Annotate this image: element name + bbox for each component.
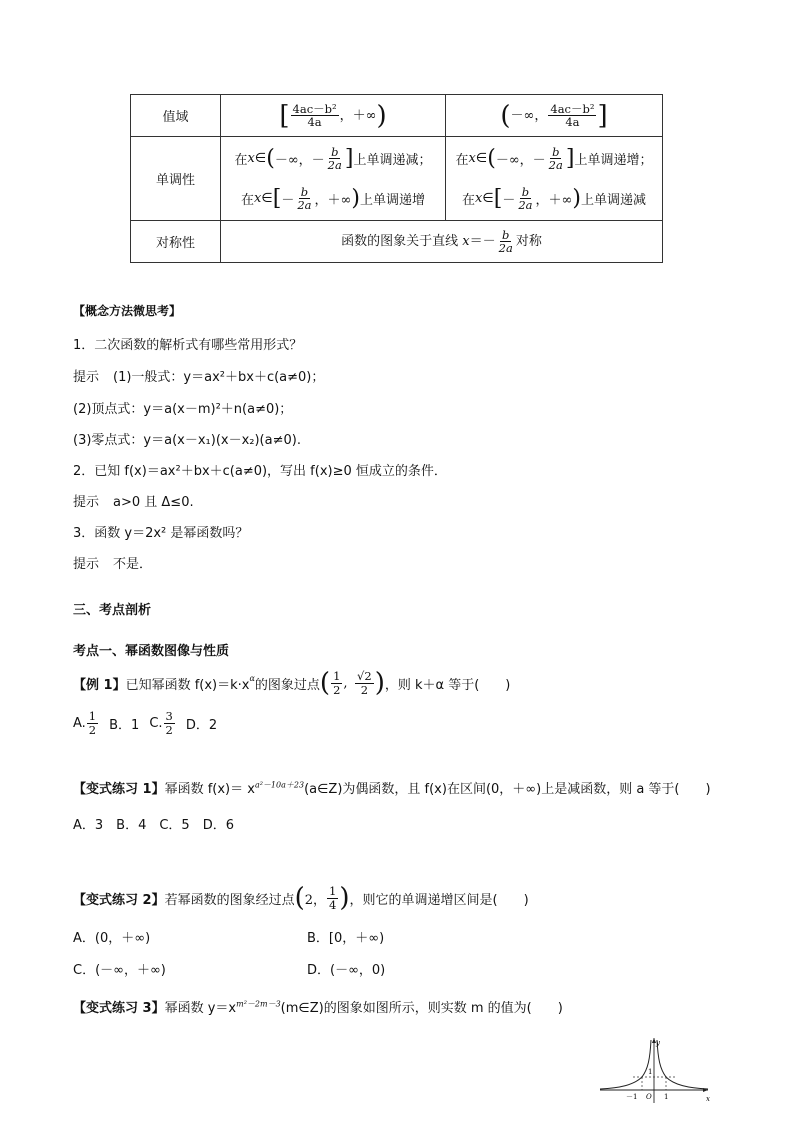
option-a: A. $\frac{1}{2}$	[73, 709, 97, 737]
concept-heading: 【概念方法微思考】	[73, 304, 182, 318]
practice-2-option-a: A．(0，＋∞)	[73, 931, 151, 946]
concept-hint-1-zero: (3)零点式：y＝a(x－x₁)(x－x₂)(a≠0).	[73, 433, 301, 448]
example-1-question: 【例 1】 已知幂函数 f(x)＝k·x $^\alpha$ 的图象过点 ( $\frac{1}{2}$ , $\frac{√2}{2}$ ) ，则 k＋α 等于( )	[73, 668, 511, 698]
topic-title: 考点一、幂函数图像与性质	[73, 644, 230, 659]
range-left-numerator: 4ac－b²	[292, 101, 337, 116]
practice-2-option-b: B．[0，＋∞)	[307, 931, 385, 946]
tick-label-1: 1	[664, 1093, 669, 1101]
tick-label-neg1: －1	[626, 1093, 638, 1101]
table-row-symmetry	[131, 221, 663, 263]
range-right-head: －∞，	[510, 108, 548, 123]
range-left-tail: ，＋∞	[339, 108, 377, 123]
example-1-options	[73, 706, 217, 740]
range-right-numerator: 4ac－b²	[550, 101, 595, 116]
range-left-denominator: 4a	[307, 115, 322, 129]
practice-3-question: 【变式练习 3】幂函数 $y=x^{m^2-2m-3}(m\in Z)$的图象如图所示，则实数 m 的值为( )	[73, 999, 563, 1016]
range-cell-right: (－∞， $\frac{\text{4ac－b²}}{4a}$ ]	[446, 95, 663, 137]
power-function-graph	[596, 1035, 716, 1105]
origin-label: O	[646, 1093, 652, 1101]
table-row-monotonicity	[131, 137, 663, 221]
symmetry-cell: 函数的图象关于直线 x＝－ $\frac{b}{2a}$ 对称	[221, 221, 663, 263]
concept-question-3: 3．函数 y＝2x² 是幂函数吗？	[73, 526, 249, 541]
tick-label-y1: 1	[648, 1068, 653, 1076]
concept-question-1: 1．二次函数的解析式有哪些常用形式？	[73, 338, 303, 353]
option-b: B．1	[109, 717, 140, 733]
section-title: 三、考点剖析	[73, 603, 152, 618]
concept-hint-2: 提示 a>0 且 Δ≤0.	[73, 495, 194, 510]
curve-right-branch	[657, 1040, 708, 1089]
practice-2-option-d: D．(－∞，0)	[307, 963, 386, 978]
concept-hint-1-vertex: (2)顶点式：y＝a(x－m)²＋n(a≠0)；	[73, 402, 293, 417]
row-label-monotonicity: 单调性	[131, 137, 221, 221]
concept-hint-1: 提示 (1)一般式：y＝ax²＋bx＋c(a≠0)；	[73, 370, 325, 385]
range-right-denominator: 4a	[565, 115, 580, 129]
concept-question-2: 2．已知 f(x)＝ax²＋bx＋c(a≠0)，写出 f(x)≥0 恒成立的条件．	[73, 464, 447, 479]
x-axis-label: x	[706, 1095, 710, 1103]
mono-left-line2: 在 x ∈ [ － $\frac{b}{2a}$ ，＋∞ ) 上单调递增	[241, 184, 425, 212]
y-axis-label: y	[656, 1039, 660, 1047]
concept-hint-3: 提示 不是．	[73, 557, 153, 572]
practice-label: 【变式练习 2】	[73, 892, 165, 908]
range-cell-left: [ $\frac{\text{4ac－b²}}{4a}$ ，＋∞)	[221, 95, 446, 137]
mono-left-line1: 在 x ∈ ( －∞，－ $\frac{b}{2a}$ ] 上单调递减；	[234, 144, 432, 172]
practice-label: 【变式练习 1】	[73, 782, 165, 797]
example-label: 【例 1】	[73, 677, 126, 693]
practice-2-option-c: C．(－∞，＋∞)	[73, 963, 166, 978]
mono-cell-right	[446, 137, 663, 221]
option-c: C. $\frac{3}{2}$	[149, 709, 173, 737]
practice-1-question: 【变式练习 1】幂函数 $f(x)= x^{a^2-10a+23}(a\in Z)$为偶函数，且 f(x)在区间(0，＋∞)上是减函数，则 a 等于( )	[73, 780, 711, 797]
row-label-symmetry: 对称性	[131, 221, 221, 263]
hint-label: 提示	[73, 557, 100, 572]
hint-label: 提示	[73, 495, 100, 510]
table-row-range	[131, 95, 663, 137]
practice-label: 【变式练习 3】	[73, 1001, 165, 1016]
mono-right-line2: 在 x ∈ [ － $\frac{b}{2a}$ ，＋∞ ) 上单调递减	[462, 184, 646, 212]
curve-left-branch	[600, 1040, 651, 1089]
mono-right-line1: 在 x ∈ ( －∞，－ $\frac{b}{2a}$ ] 上单调递增；	[455, 144, 653, 172]
practice-2-question: 【变式练习 2】 若幂函数的图象经过点 ( 2， $\frac{1}{4}$ ) ，则它的单调递增区间是( )	[73, 883, 529, 913]
row-label-range: 值域	[131, 95, 221, 137]
hint-label: 提示	[73, 370, 100, 385]
option-d: D．2	[185, 717, 218, 733]
quadratic-properties-table	[130, 94, 663, 263]
mono-cell-left	[221, 137, 446, 221]
practice-1-options: A．3 B．4 C．5 D．6	[73, 818, 234, 833]
